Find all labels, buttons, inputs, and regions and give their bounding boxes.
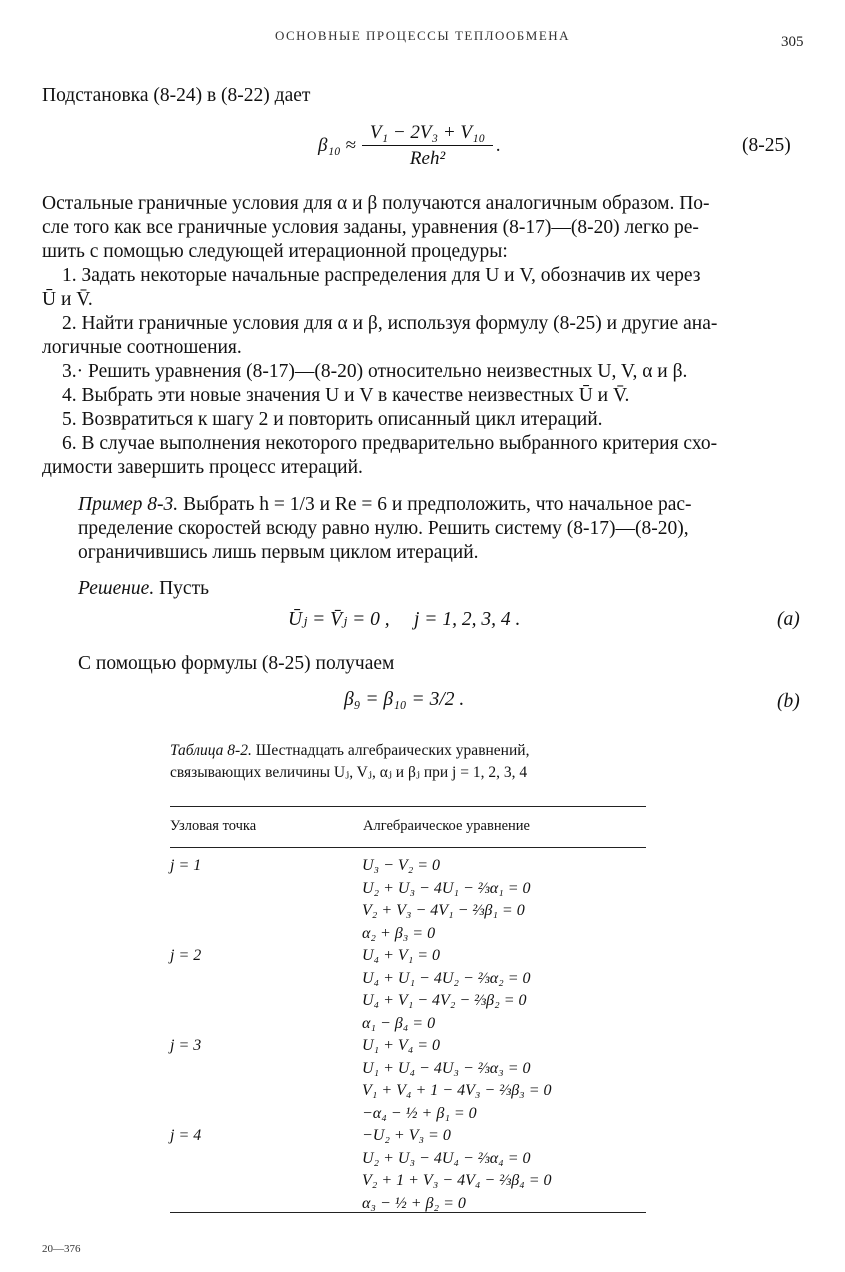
table-row [170,1125,646,1215]
table-title-label: Таблица 8-2. [170,742,252,759]
table-row [170,855,646,945]
solution-label: Решение. [78,578,155,599]
equation-line: −α₄ − ½ + β₁ = 0 [362,1104,477,1122]
running-header: ОСНОВНЫЕ ПРОЦЕССЫ ТЕПЛООБМЕНА [274,28,571,43]
equation-line: V₂ + V₃ − 4V₁ − ⅔β₁ = 0 [362,902,525,919]
node-label: j = 4 [170,1127,202,1144]
step-4-line: 4. Выбрать эти новые значения U и V в качестве неизвестных Ū и V̄. [62,385,630,406]
eq825-numerator: V₁ − 2V₃ + V₁₀ [362,122,493,146]
paragraph-line: Остальные граничные условия для α и β получаются аналогичным образом. По- [42,193,710,214]
eq825-tag: (8-25) [742,135,791,156]
equation-group [362,1125,552,1215]
node-label: j = 2 [170,947,202,964]
equation-group [362,945,531,1035]
equation-line: U₂ + U₃ − 4U₁ − ⅔α₁ = 0 [362,879,531,897]
step-6-line: 6. В случае выполнения некоторого предварительно выбранного критерия схо- [62,433,718,454]
equation-group [362,1035,552,1125]
equation-line: U₁ + V₄ = 0 [362,1037,441,1054]
table-title [170,741,529,761]
equation-group [362,855,531,945]
step-5-line: 5. Возвратиться к шагу 2 и повторить описанный цикл итераций. [62,409,603,430]
step-3-line: 3.· Решить уравнения (8-17)—(8-20) относительно неизвестных U, V, α и β. [62,361,688,382]
node-label: j = 3 [170,1037,202,1054]
example-line [78,493,692,518]
substitution-line: Подстановка (8-24) в (8-22) дает [42,85,311,106]
table-title-text: Шестнадцать алгебраических уравнений, [251,742,530,759]
solution-text: Пусть [154,578,209,599]
example-line: пределение скоростей всюду равно нулю. Решить систему (8-17)—(8-20), [78,518,689,539]
equation-line: U₄ + V₁ = 0 [362,947,441,964]
column-header-node: Узловая точка [170,818,257,834]
step-2-line: 2. Найти граничные условия для α и β, используя формулу (8-25) и другие ана- [62,313,718,334]
equation-line: U₄ + V₁ − 4V₂ − ⅔β₂ = 0 [362,992,527,1009]
example-text: Выбрать h = 1/3 и Re = 6 и предположить, что начальное рас- [178,494,692,515]
using-formula-line: С помощью формулы (8-25) получаем [78,653,395,674]
equation-b: β₉ = β₁₀ = 3/2 . [344,689,465,710]
equation-8-25 [318,118,501,174]
equation-line: −U₂ + V₃ = 0 [362,1127,451,1144]
equation-line: α₂ + β₃ = 0 [362,924,436,942]
equation-line: α₁ − β₄ = 0 [362,1014,436,1032]
solution-line [78,577,209,602]
step-6-line: димости завершить процесс итераций. [42,457,363,478]
eq825-fraction [362,122,493,170]
column-header-equation: Алгебраическое уравнение [363,818,530,834]
page-number: 305 [781,34,804,50]
footer-signature: 20—376 [42,1243,81,1255]
equation-a: Ūⱼ = V̄ⱼ = 0 , j = 1, 2, 3, 4 . [288,609,521,630]
table-body [170,855,646,1215]
table-top-rule [170,806,646,807]
equation-line: V₁ + V₄ + 1 − 4V₃ − ⅔β₃ = 0 [362,1082,552,1099]
example-line: ограничившись лишь первым циклом итераций. [78,542,479,563]
equation-line: α₃ − ½ + β₂ = 0 [362,1194,466,1212]
step-2-line: логичные соотношения. [42,337,242,358]
eq825-denominator: Reh² [409,148,446,169]
node-label: j = 1 [170,857,202,874]
table-header-rule [170,847,646,848]
paragraph-line: шить с помощью следующей итерационной процедуры: [42,241,508,262]
step-1-line: 1. Задать некоторые начальные распределения для U и V, обозначив их через [62,265,701,286]
table-row [170,1035,646,1125]
equation-a-tag: (a) [777,609,800,630]
equation-line: U₄ + U₁ − 4U₂ − ⅔α₂ = 0 [362,969,531,987]
equation-line: U₂ + U₃ − 4U₄ − ⅔α₄ = 0 [362,1149,531,1167]
table-row [170,945,646,1035]
example-label: Пример 8-3. [78,494,179,515]
equation-line: U₃ − V₂ = 0 [362,857,441,874]
equation-line: U₁ + U₄ − 4U₃ − ⅔α₃ = 0 [362,1059,531,1077]
table-title-line-2: связывающих величины Uⱼ, Vⱼ, αⱼ и βⱼ при j = 1, 2, 3, 4 [170,764,528,781]
equation-line: V₂ + 1 + V₃ − 4V₄ − ⅔β₄ = 0 [362,1172,552,1189]
table-bottom-rule [170,1212,646,1213]
step-1-line: Ū и V̄. [42,289,93,310]
eq825-dot: . [496,135,501,156]
eq825-lhs: β₁₀ ≈ [318,135,356,156]
paragraph-line: сле того как все граничные условия заданы, уравнения (8-17)—(8-20) легко ре- [42,217,699,238]
equation-b-tag: (b) [777,691,800,712]
